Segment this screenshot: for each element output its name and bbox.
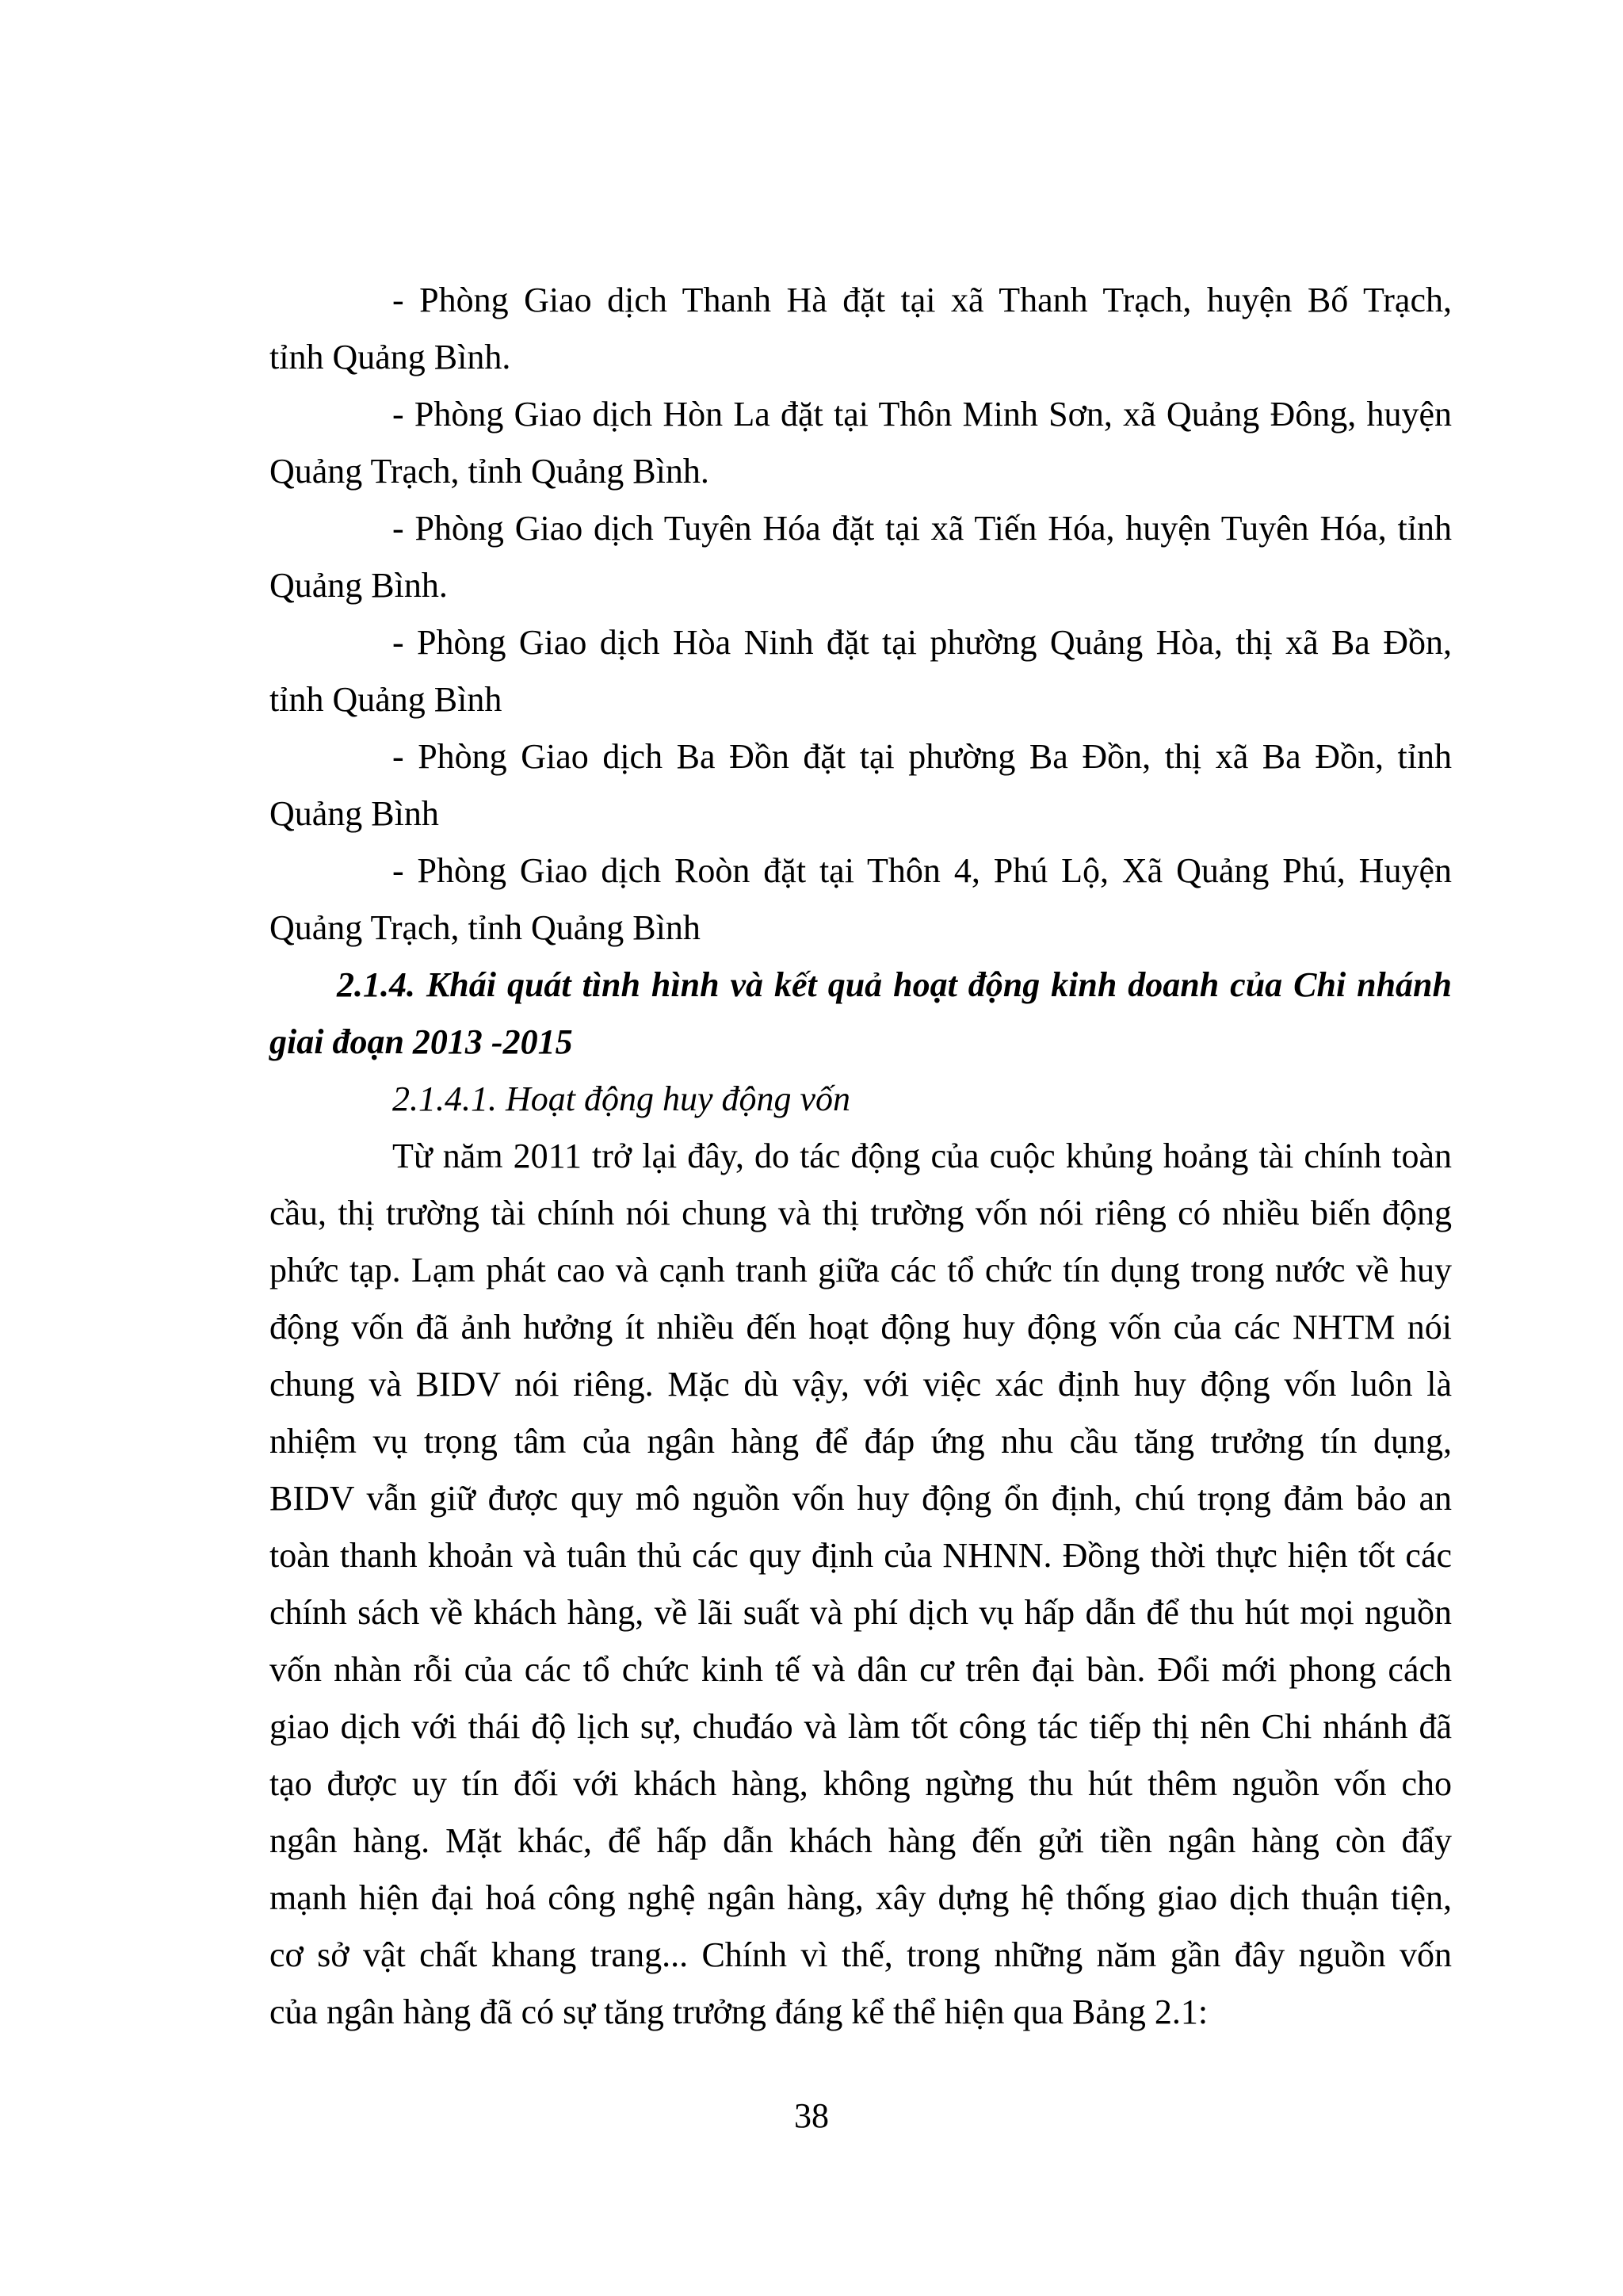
paragraph-line: giao dịch với thái độ lịch sự, chuđáo và làm tốt công tác tiếp thị nên Chi nhánh đã [269, 1707, 1452, 1746]
branch-item-hon-la-cont: Quảng Trạch, tỉnh Quảng Bình. [269, 452, 709, 491]
branch-item-thanh-ha-cont: tỉnh Quảng Bình. [269, 338, 511, 376]
paragraph-line: động vốn đã ảnh hưởng ít nhiều đến hoạt động huy động vốn của các NHTM nói [269, 1308, 1452, 1347]
paragraph-line: Từ năm 2011 trở lại đây, do tác động của cuộc khủng hoảng tài chính toàn [392, 1137, 1452, 1175]
paragraph-line: cơ sở vật chất khang trang... Chính vì thế, trong những năm gần đây nguồn vốn [269, 1935, 1452, 1974]
paragraph-line: tạo được uy tín đối với khách hàng, không ngừng thu hút thêm nguồn vốn cho [269, 1764, 1452, 1803]
branch-item-hoa-ninh: - Phòng Giao dịch Hòa Ninh đặt tại phường Quảng Hòa, thị xã Ba Đồn, [392, 623, 1452, 662]
section-heading-line-2: giai đoạn 2013 -2015 [269, 1022, 573, 1061]
branch-item-hon-la: - Phòng Giao dịch Hòn La đặt tại Thôn Minh Sơn, xã Quảng Đông, huyện [392, 395, 1452, 434]
paragraph-line: phức tạp. Lạm phát cao và cạnh tranh giữa các tổ chức tín dụng trong nước về huy [269, 1251, 1452, 1289]
paragraph-line: chính sách về khách hàng, về lãi suất và phí dịch vụ hấp dẫn để thu hút mọi nguồn [269, 1593, 1452, 1632]
paragraph-line: cầu, thị trường tài chính nói chung và thị trường vốn nói riêng có nhiều biến động [269, 1194, 1452, 1232]
branch-item-ba-don-cont: Quảng Bình [269, 794, 439, 833]
paragraph-line: chung và BIDV nói riêng. Mặc dù vậy, với việc xác định huy động vốn luôn là [269, 1365, 1452, 1404]
branch-item-tuyen-hoa-cont: Quảng Bình. [269, 566, 448, 605]
paragraph-line: nhiệm vụ trọng tâm của ngân hàng để đáp ứng nhu cầu tăng trưởng tín dụng, [269, 1422, 1452, 1461]
paragraph-line: BIDV vẫn giữ được quy mô nguồn vốn huy động ổn định, chú trọng đảm bảo an [269, 1479, 1452, 1518]
branch-item-hoa-ninh-cont: tỉnh Quảng Bình [269, 680, 502, 719]
body-paragraph [269, 1128, 1452, 2041]
branch-item-roon-cont: Quảng Trạch, tỉnh Quảng Bình [269, 908, 701, 947]
section-heading-line-1: 2.1.4. Khái quát tình hình và kết quả hoạt động kinh doanh của Chi nhánh [337, 965, 1452, 1004]
branch-item-thanh-ha: - Phòng Giao dịch Thanh Hà đặt tại xã Thanh Trạch, huyện Bố Trạch, [392, 281, 1452, 319]
branch-item-roon: - Phòng Giao dịch Roòn đặt tại Thôn 4, Phú Lộ, Xã Quảng Phú, Huyện [392, 851, 1452, 890]
branch-item-tuyen-hoa: - Phòng Giao dịch Tuyên Hóa đặt tại xã Tiến Hóa, huyện Tuyên Hóa, tỉnh [392, 509, 1452, 548]
page-number: 38 [794, 2096, 829, 2135]
paragraph-line: toàn thanh khoản và tuân thủ các quy định của NHNN. Đồng thời thực hiện tốt các [269, 1536, 1452, 1575]
document-page [269, 272, 1452, 2041]
paragraph-line: vốn nhàn rỗi của các tổ chức kinh tế và dân cư trên đại bàn. Đổi mới phong cách [269, 1650, 1452, 1689]
subsection-heading: 2.1.4.1. Hoạt động huy động vốn [392, 1079, 851, 1118]
paragraph-line: ngân hàng. Mặt khác, để hấp dẫn khách hàng đến gửi tiền ngân hàng còn đẩy [269, 1821, 1452, 1860]
paragraph-line: mạnh hiện đại hoá công nghệ ngân hàng, xây dựng hệ thống giao dịch thuận tiện, [269, 1878, 1452, 1917]
paragraph-line: của ngân hàng đã có sự tăng trưởng đáng kể thể hiện qua Bảng 2.1: [269, 1992, 1209, 2031]
branch-list [269, 272, 1452, 957]
branch-item-ba-don: - Phòng Giao dịch Ba Đồn đặt tại phường Ba Đồn, thị xã Ba Đồn, tỉnh [392, 737, 1452, 776]
